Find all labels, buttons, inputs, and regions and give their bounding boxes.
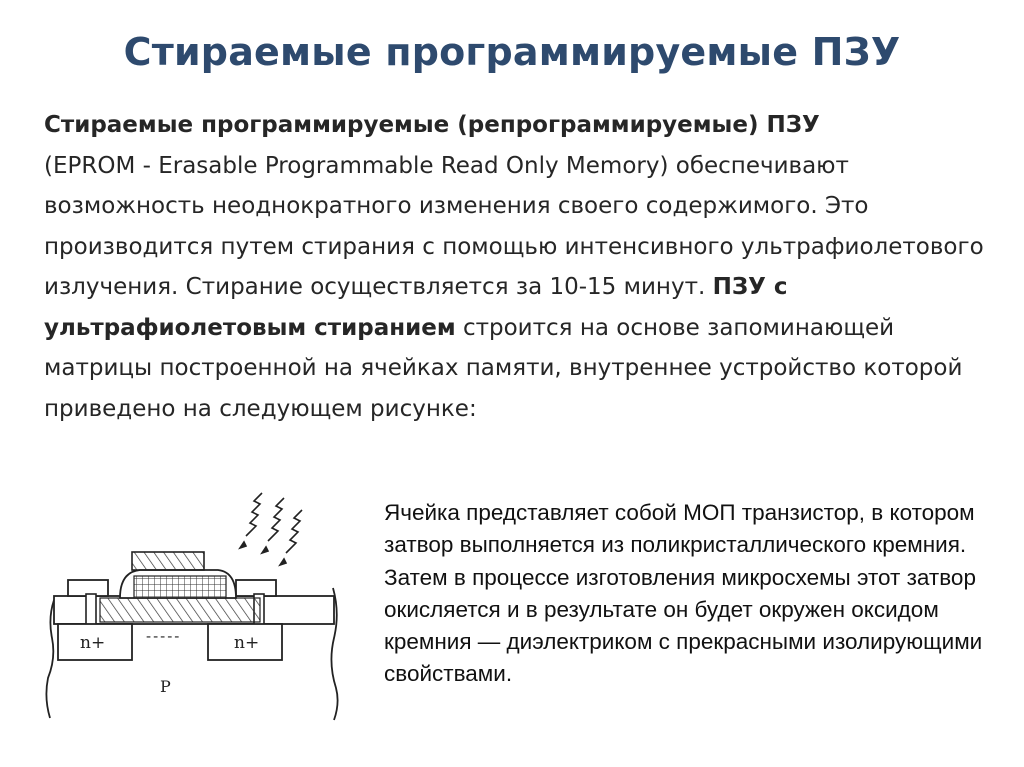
- bold-term-uv-erasable: ПЗУ с ультрафиолетовым стиранием: [44, 274, 788, 341]
- drain-region-label: n+: [234, 633, 260, 653]
- paragraph-text-2: строится на основе запоминающей матрицы построенной на ячейках памяти, внутреннее устройство которой приведено на следующем рисунке:: [44, 314, 963, 422]
- channel-marks: -----: [146, 627, 182, 645]
- bold-term-eprom: Стираемые программируемые (репрограммируемые) ПЗУ: [44, 112, 820, 138]
- uv-radiation-arrows: [240, 493, 302, 565]
- paragraph-text-1: (EPROM - Erasable Programmable Read Only Memory) обеспечивают возможность неоднократного изменения своего содержимого. Это производится путем стирания с помощью интенсивного ультрафиолетового излучения. Стирание осуществляется за 10-15 минут.: [44, 152, 984, 300]
- gate-oxide: [100, 598, 260, 622]
- slide-title: Стираемые программируемые ПЗУ: [123, 30, 901, 74]
- control-gate: [132, 552, 204, 570]
- substrate-label: P: [160, 677, 171, 696]
- source-region-label: n+: [80, 633, 106, 653]
- eprom-cell-diagram: [40, 488, 340, 728]
- cell-description: Ячейка представляет собой МОП транзистор, в котором затвор выполняется из поликристаллического кремния. Затем в процессе изготовления микросхемы этот затвор окисляется и в результате он будет окружен оксидом кремния — диэлектриком с прекрасными изолирующими свойствами.: [384, 500, 983, 687]
- main-paragraph: [44, 105, 984, 429]
